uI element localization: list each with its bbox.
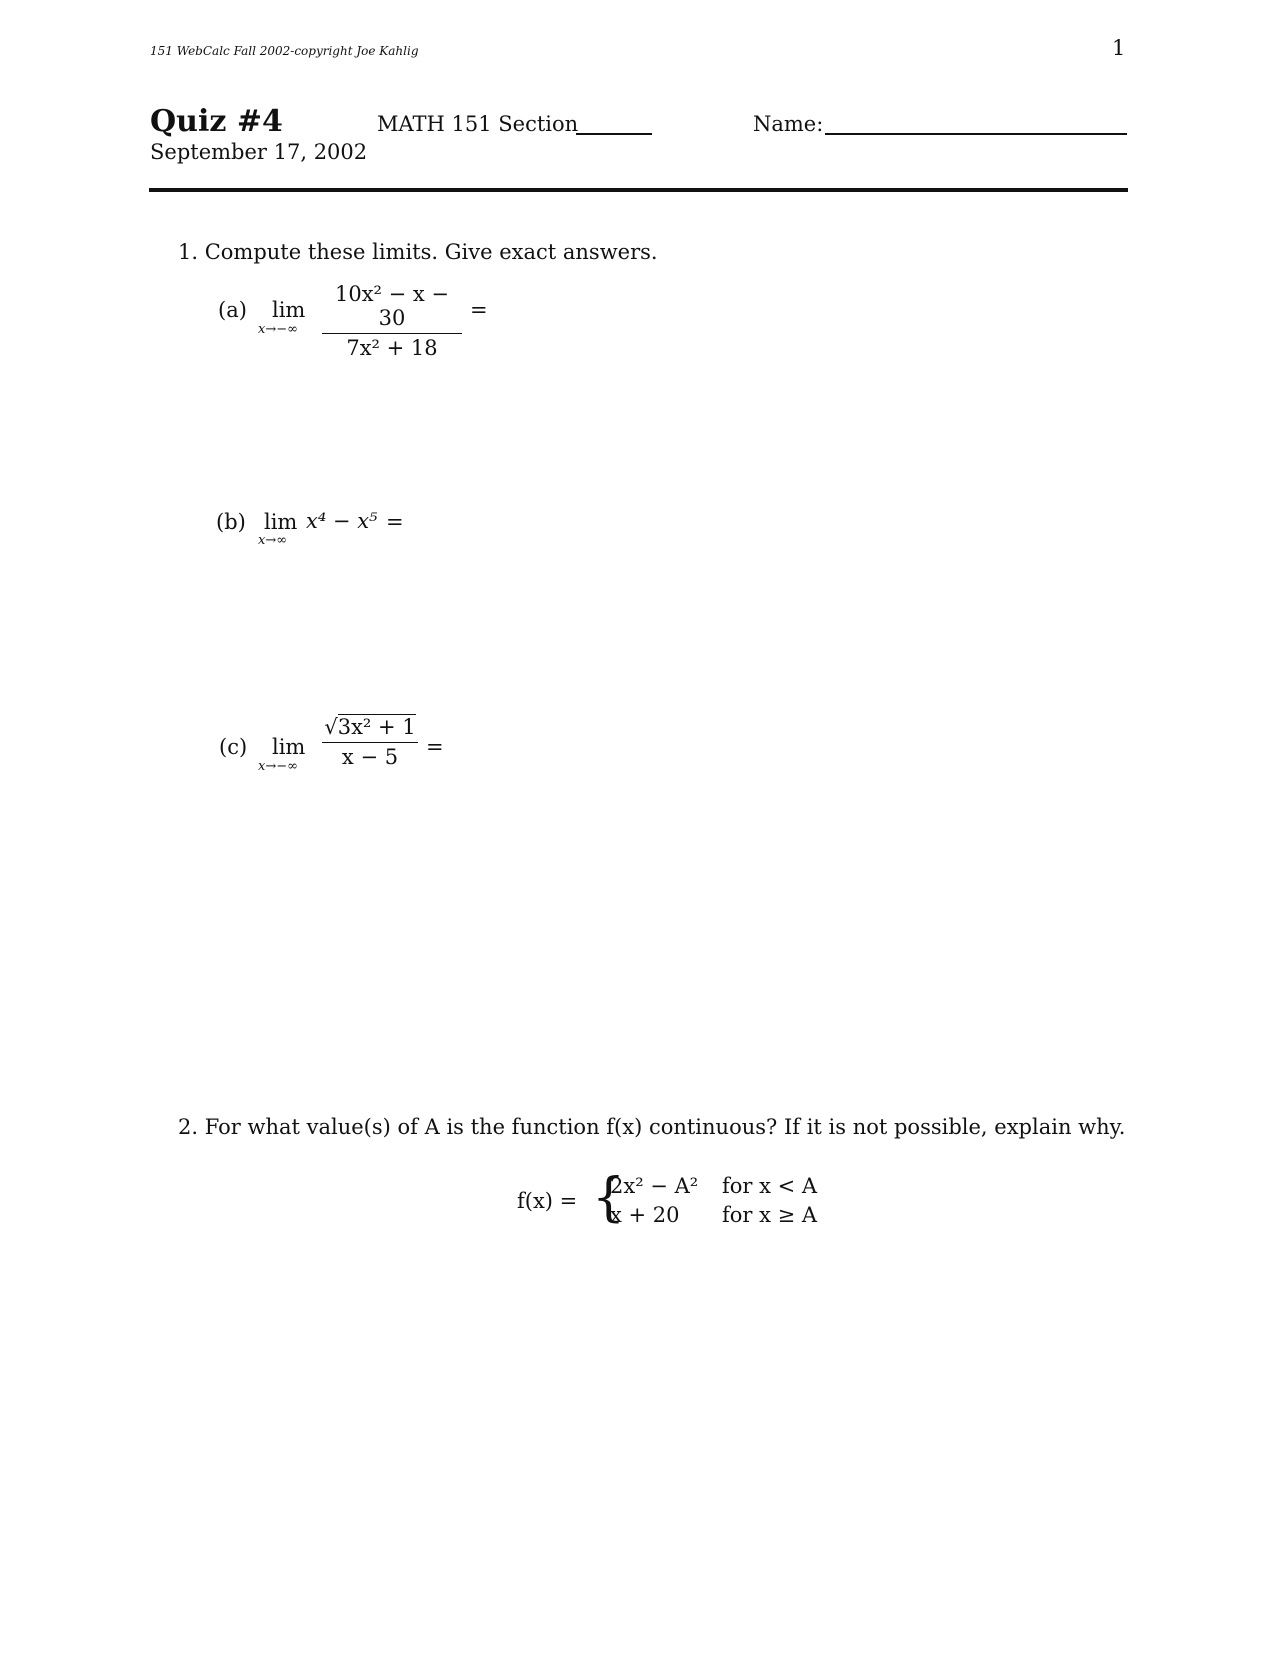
running-head: 151 WebCalc Fall 2002-copyright Joe Kahlig: [150, 44, 419, 58]
brace-icon: {: [592, 1168, 626, 1228]
case-2-condition: for x ≥ A: [722, 1203, 818, 1227]
part-b-lim: lim: [264, 510, 298, 534]
part-b-equals: =: [386, 510, 404, 534]
part-a-lim: lim: [272, 298, 306, 322]
part-c-radicand: 3x² + 1: [337, 715, 416, 739]
part-a-approach: x→−∞: [258, 322, 298, 337]
part-c-denominator: x − 5: [341, 745, 399, 769]
part-a-label: (a): [218, 298, 247, 322]
page-number: 1: [1112, 36, 1126, 60]
part-c-label: (c): [219, 735, 248, 759]
quiz-date: September 17, 2002: [150, 140, 368, 164]
case-1-condition: for x < A: [722, 1174, 818, 1198]
part-b-label: (b): [216, 510, 246, 534]
name-blank[interactable]: [825, 133, 1127, 135]
part-b-approach: x→∞: [258, 533, 288, 548]
piecewise-lhs: f(x) =: [517, 1189, 578, 1213]
question-1-prompt: 1. Compute these limits. Give exact answers.: [178, 240, 658, 264]
part-c-approach: x→−∞: [258, 759, 298, 774]
question-2-prompt: 2. For what value(s) of A is the function f(x) continuous? If it is not possible, explain why.: [178, 1115, 1126, 1139]
part-c-equals: =: [426, 735, 444, 759]
case-2-expression: x + 20: [610, 1203, 680, 1227]
name-label: Name:: [753, 112, 824, 136]
course-label: MATH 151 Section: [377, 112, 579, 136]
part-b-expression: x⁴ − x⁵: [306, 509, 378, 533]
sqrt-icon: √: [324, 715, 338, 739]
quiz-title: Quiz #4: [150, 104, 283, 139]
case-1-expression: 2x² − A²: [610, 1174, 699, 1198]
part-a-denominator: 7x² + 18: [346, 336, 438, 360]
part-a-fraction: [322, 282, 462, 360]
part-a-equals: =: [470, 298, 488, 322]
part-c-numerator: [322, 715, 418, 743]
header-rule: [149, 188, 1128, 192]
part-a-numerator: 10x² − x − 30: [322, 282, 462, 334]
section-blank[interactable]: [576, 133, 652, 135]
part-c-fraction: [322, 715, 418, 769]
part-c-lim: lim: [272, 735, 306, 759]
